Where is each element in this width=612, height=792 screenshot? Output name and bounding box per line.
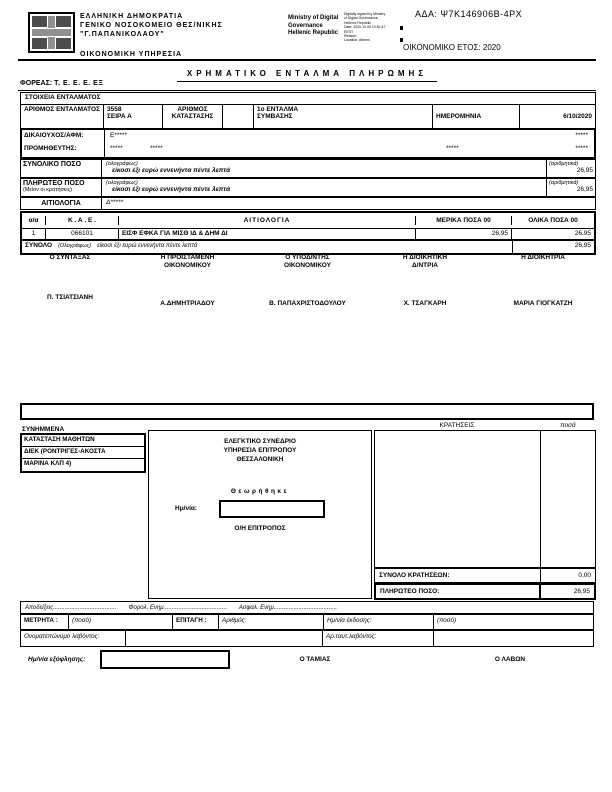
total-amount-figure-cell bbox=[546, 160, 595, 177]
supplier-masked-3: ***** bbox=[446, 145, 459, 152]
total-amount-words: είκοσι έξι ευρώ εννενήντα πέντε λεπτά bbox=[112, 167, 231, 174]
foreas-label: ΦΟΡΕΑΣ: bbox=[20, 80, 53, 87]
posa-header: ποσά bbox=[560, 422, 576, 429]
imnia-label: Ημ/νία: bbox=[175, 505, 198, 512]
supplier-label: ΠΡΟΜΗΘΕΥΤΗΣ: bbox=[24, 145, 77, 152]
deductions-box bbox=[374, 430, 596, 568]
receiver-id-field bbox=[434, 631, 593, 646]
signature-title bbox=[255, 254, 360, 270]
signature-title bbox=[120, 254, 255, 270]
foreas-line bbox=[20, 80, 103, 87]
signature-name: Α.ΔΗΜΗΤΡΙΑΔΟΥ bbox=[160, 300, 215, 307]
signature-name: Π. ΤΣΙΑΤΣΙΑΝΗ bbox=[47, 294, 93, 301]
settlement-date-box bbox=[100, 650, 230, 669]
settlement-date-label: Ημ/νία εξόφλησης: bbox=[28, 656, 86, 663]
kae-data-row bbox=[22, 229, 594, 241]
kae-total-left bbox=[22, 241, 512, 253]
cash-label: ΜΕΤΡΗΤΑ : bbox=[21, 615, 69, 629]
theorithike-label: Θεωρήθηκε bbox=[230, 488, 290, 495]
kae-header-kae: Κ . Α . Ε . bbox=[46, 216, 119, 225]
stamp-line: of Digital Governance, bbox=[344, 16, 379, 21]
kae-total-words: είκοσι έξι ευρώ εννενήντα πέντε λεπτά bbox=[97, 243, 198, 249]
empty-cell bbox=[223, 105, 254, 128]
ministry-line: Governance bbox=[288, 22, 323, 29]
symvasi-cell bbox=[254, 105, 433, 128]
seira-value: ΣΕΙΡΑ Α bbox=[107, 113, 132, 120]
date-value: 6/10/2020 bbox=[563, 113, 592, 120]
kae-header-olika: ΟΛΙΚΑ ΠΟΣΑ 00 bbox=[528, 217, 578, 224]
issue-date-label: Ημ/νία έκδοσης: bbox=[324, 615, 434, 629]
beneficiary-divider bbox=[104, 130, 105, 157]
attachments-label: ΣΥΝΗΜΜΕΝΑ bbox=[22, 426, 65, 433]
stamp-line: Hellenic Republic bbox=[344, 20, 372, 25]
payable-amount-label: ΠΛΗΡΩΤΕΟ ΠΟΣΟ bbox=[23, 180, 85, 187]
kae-total-olografos: (Ολογράφως) bbox=[58, 243, 92, 249]
attachment-line: ΜΑΡΙΝΑ ΚΛΠ 4) bbox=[24, 460, 72, 467]
total-deductions-row bbox=[374, 568, 596, 583]
signature-col-dioikitria bbox=[490, 254, 596, 308]
hospital-name-line: "Γ.ΠΑΠΑΝΙΚΟΛΑΟΥ" bbox=[80, 31, 165, 38]
cheque-number-label: Αριθμός: bbox=[219, 615, 324, 629]
ministry-line: Ministry of Digital bbox=[288, 15, 339, 21]
olografos-label: (ολογράφως) bbox=[106, 161, 138, 167]
foreas-value: Τ. Ε. Ε. Ε. ΕΞ bbox=[54, 80, 104, 87]
hospital-cross-logo bbox=[28, 12, 75, 53]
total-amount-label: ΣΥΝΟΛΙΚΟ ΠΟΣΟ bbox=[21, 160, 102, 177]
kae-row-merika: 26,95 bbox=[416, 229, 512, 239]
receipts-row bbox=[20, 601, 594, 614]
attachment-line: ΚΑΤΑΣΤΑΣΗ ΜΑΘΗΤΩΝ bbox=[22, 435, 144, 447]
cash-cheque-row bbox=[20, 614, 594, 630]
kae-header-aitiologia: ΑΙΤΙΟΛΟΓΙΑ bbox=[119, 216, 416, 225]
ministry-block bbox=[288, 15, 338, 38]
entalma-number-value: 3558 bbox=[107, 106, 122, 113]
logo-corner bbox=[56, 38, 71, 49]
stamp-line: Location: Athens bbox=[344, 38, 370, 43]
cross-icon bbox=[31, 28, 72, 37]
receipts-label: Αποδείξεις...................................... bbox=[25, 604, 117, 611]
fiscal-year: ΟΙΚΟΝΟΜΙΚΟ ΕΤΟΣ: 2020 bbox=[403, 43, 501, 52]
kae-total-value: 26,95 bbox=[512, 241, 594, 253]
receiver-name-field bbox=[126, 631, 323, 646]
beneficiary-value: Ε***** bbox=[110, 132, 127, 139]
audit-court-box bbox=[148, 430, 372, 599]
beneficiary-box bbox=[20, 128, 596, 159]
signature-title-line: Η ΠΡΟΪΣΤΑΜΕΝΗ bbox=[160, 254, 215, 261]
receiver-name-label: Ονοματεπώνυμο λαβόντος: bbox=[21, 631, 126, 646]
audit-court-heading bbox=[149, 431, 371, 464]
signature-title-line: ΟΙΚΟΝΟΜΙΚΟΥ bbox=[284, 262, 331, 269]
reason-label: ΑΙΤΙΟΛΟΓΙΑ bbox=[21, 198, 102, 209]
receiver-id-label: Αρ.ταυτ.λαβόντος: bbox=[323, 631, 434, 646]
total-amount-value: 26,95 bbox=[576, 167, 593, 174]
hospital-line: ΓΕΝΙΚΟ ΝΟΣΟΚΟΜΕΙΟ ΘΕΣ/ΝΙΚΗΣ bbox=[80, 22, 223, 29]
epitropos-label: Ο/Η ΕΠΙΤΡΟΠΟΣ bbox=[234, 525, 286, 532]
total-deductions-label: ΣΥΝΟΛΟ ΚΡΑΤΗΣΕΩΝ: bbox=[379, 572, 450, 579]
signature-title-line: ΟΙΚΟΝΟΜΙΚΟΥ bbox=[164, 262, 211, 269]
date-label: ΗΜΕΡΟΜΗΝΙΑ bbox=[433, 105, 520, 128]
signature-title-line: Η ΔΙΟΙΚΗΤΙΚΗ bbox=[402, 254, 448, 261]
deductions-divider bbox=[540, 431, 541, 567]
tax-clearance-label: Φορολ. Ενημ...................................... bbox=[128, 604, 227, 611]
beneficiary-masked: ***** bbox=[575, 132, 588, 139]
total-amount-words-cell bbox=[102, 160, 546, 177]
signature-title-line: Ο ΣΥΝΤΑΞΑΣ bbox=[49, 254, 91, 261]
net-payable-value: 26,95 bbox=[539, 585, 594, 598]
entalma-number-label: ΑΡΙΘΜΟΣ ΕΝΤΑΛΜΑΤΟΣ bbox=[21, 105, 104, 128]
supplier-masked-4: ***** bbox=[575, 145, 588, 152]
supplier-masked-2: ***** bbox=[150, 145, 163, 152]
stamp-line: Digitally signed by Ministry bbox=[344, 12, 386, 16]
payable-amount-words: είκοσι έξι ευρώ εννενήντα πέντε λεπτά bbox=[112, 186, 231, 193]
kae-header-aa: α/α bbox=[22, 216, 46, 225]
arithmitika-label: (αριθμητικά) bbox=[549, 161, 579, 167]
kae-total-row bbox=[22, 241, 594, 253]
logo-corner bbox=[56, 16, 71, 27]
payable-amount-words-cell bbox=[102, 179, 546, 196]
attachment-line: ΔΙΕΚ (ΡΟΝΤΡΙΓΕΣ-ΑΚΟΣΤΑ bbox=[22, 447, 144, 459]
net-payable-label: ΠΛΗΡΩΤΕΟ ΠΟΣΟ: bbox=[380, 588, 440, 595]
imnia-input-box bbox=[219, 500, 325, 518]
kratiseis-header: ΚΡΑΤΗΣΕΙΣ bbox=[439, 422, 475, 429]
court-line: ΘΕΣΣΑΛΟΝΙΚΗ bbox=[236, 456, 284, 463]
stamp-line: EEST bbox=[344, 29, 354, 34]
cashier-label: Ο ΤΑΜΙΑΣ bbox=[299, 656, 331, 663]
stamp-mark bbox=[400, 38, 403, 42]
stamp-line: Date: 2020.10.06 10:51:47 bbox=[344, 25, 386, 30]
symvasi-line2: ΣΥΜΒΑΣΗΣ bbox=[257, 113, 293, 120]
signature-title-line: Ο ΥΠΟΔ/ΝΤΗΣ bbox=[285, 254, 330, 261]
signature-title-line: Η ΔΙΟΙΚΗΤΡΙΑ bbox=[521, 254, 565, 261]
supplier-masked-1: ***** bbox=[110, 145, 123, 152]
section-title: ΣΤΟΙΧΕΙΑ ΕΝΤΑΛΜΑΤΟΣ bbox=[21, 93, 595, 105]
entalma-details-table bbox=[20, 92, 596, 129]
republic-line: ΕΛΛΗΝΙΚΗ ΔΗΜΟΚΡΑΤΙΑ bbox=[80, 13, 184, 20]
katastasi-label: ΑΡΙΘΜΟΣ ΚΑΤΑΣΤΑΣΗΣ bbox=[163, 105, 223, 128]
payable-amount-sublabel: (Μείον οι κρατήσεις) bbox=[23, 187, 73, 193]
foreas-rule bbox=[18, 90, 596, 91]
page-title: ΧΡΗΜΑΤΙΚΟ ΕΝΤΑΛΜΑ ΠΛΗΡΩΜΗΣ bbox=[177, 69, 437, 82]
kae-header-merika: ΜΕΡΙΚΑ ΠΟΣΑ 00 bbox=[416, 216, 512, 225]
header-rule bbox=[18, 59, 596, 61]
attachments-box bbox=[20, 433, 146, 473]
empty-wide-box bbox=[20, 403, 594, 420]
signature-title bbox=[360, 254, 490, 270]
reason-value: Δ***** bbox=[106, 199, 124, 206]
department-line: ΟΙΚΟΝΟΜΙΚΗ ΥΠΗΡΕΣΙΑ bbox=[80, 51, 183, 58]
stamp-line: Reason: bbox=[344, 34, 358, 39]
payable-amount-row bbox=[20, 178, 596, 197]
kae-row-olika: 26,95 bbox=[574, 230, 591, 237]
stamp-mark bbox=[400, 26, 403, 30]
title-wrap bbox=[18, 63, 596, 81]
ada-code: ΑΔΑ: Ψ7Κ146906Β-4ΡΧ bbox=[415, 9, 523, 19]
olografos-label: (ολογράφως) bbox=[106, 180, 138, 186]
signature-col-proistameni bbox=[120, 254, 255, 308]
recipient-label: Ο ΛΑΒΩΝ bbox=[494, 656, 526, 663]
reason-row bbox=[20, 197, 596, 210]
signatures-row bbox=[20, 254, 596, 308]
signature-title-line: Δ/ΝΤΡΙΑ bbox=[412, 262, 438, 269]
total-deductions-value: 0,00 bbox=[540, 569, 595, 582]
digital-signature-stamp bbox=[344, 12, 402, 43]
signature-col-dioikitiki bbox=[360, 254, 490, 308]
signature-name: Χ. ΤΣΑΓΚΑΡΗ bbox=[403, 300, 447, 307]
payable-amount-label-cell bbox=[21, 179, 102, 196]
insurance-clearance-label: Ασφαλ. Ενημ...................................... bbox=[238, 604, 338, 611]
signature-title bbox=[20, 254, 120, 270]
cheque-label: ΕΠΙΤΑΓΗ : bbox=[173, 615, 219, 629]
kae-table bbox=[20, 211, 596, 255]
ministry-line: Hellenic Republic bbox=[288, 30, 339, 36]
signature-col-ypodntis bbox=[255, 254, 360, 308]
signature-title bbox=[490, 254, 596, 270]
kae-total-label: ΣΥΝΟΛΟ bbox=[25, 242, 53, 249]
cheque-amount-label: (ποσό) bbox=[437, 617, 457, 624]
signature-col-syntaxas bbox=[20, 254, 120, 308]
beneficiary-label: ΔΙΚΑΙΟΥΧΟΣ/ΑΦΜ: bbox=[24, 132, 84, 139]
payable-amount-figure-cell bbox=[546, 179, 595, 196]
total-amount-row bbox=[20, 159, 596, 178]
court-line: ΕΛΕΓΚΤΙΚΟ ΣΥΝΕΔΡΙΟ bbox=[224, 438, 296, 445]
logo-corner bbox=[32, 16, 47, 27]
cash-amount-label: (ποσό) bbox=[69, 615, 173, 629]
net-payable-row bbox=[374, 583, 596, 600]
kae-header-row bbox=[22, 213, 594, 229]
arithmitika-label: (αριθμητικά) bbox=[549, 180, 579, 186]
kae-row-code: 066101 bbox=[46, 229, 119, 239]
kae-row-description: ΕΙΣΦ ΕΦΚΑ ΓΙΑ ΜΙΣΘ ΙΔ & ΔΗΜ ΔΙ bbox=[119, 229, 416, 239]
kae-row-aa: 1 bbox=[22, 229, 46, 239]
receiver-row bbox=[20, 630, 594, 647]
signature-name: Β. ΠΑΠΑΧΡΙΣΤΟΔΟΥΛΟΥ bbox=[269, 300, 346, 307]
signature-name: ΜΑΡΙΑ ΓΙΟΓΚΑΤΖΗ bbox=[513, 300, 573, 307]
court-line: ΥΠΗΡΕΣΙΑ ΕΠΙΤΡΟΠΟΥ bbox=[223, 447, 297, 454]
payable-amount-value: 26,95 bbox=[576, 186, 593, 193]
logo-corner bbox=[32, 38, 47, 49]
entalma-number-cell bbox=[104, 105, 163, 128]
symvasi-line1: 1ο ΕΝΤΑΛΜΑ bbox=[257, 106, 299, 113]
